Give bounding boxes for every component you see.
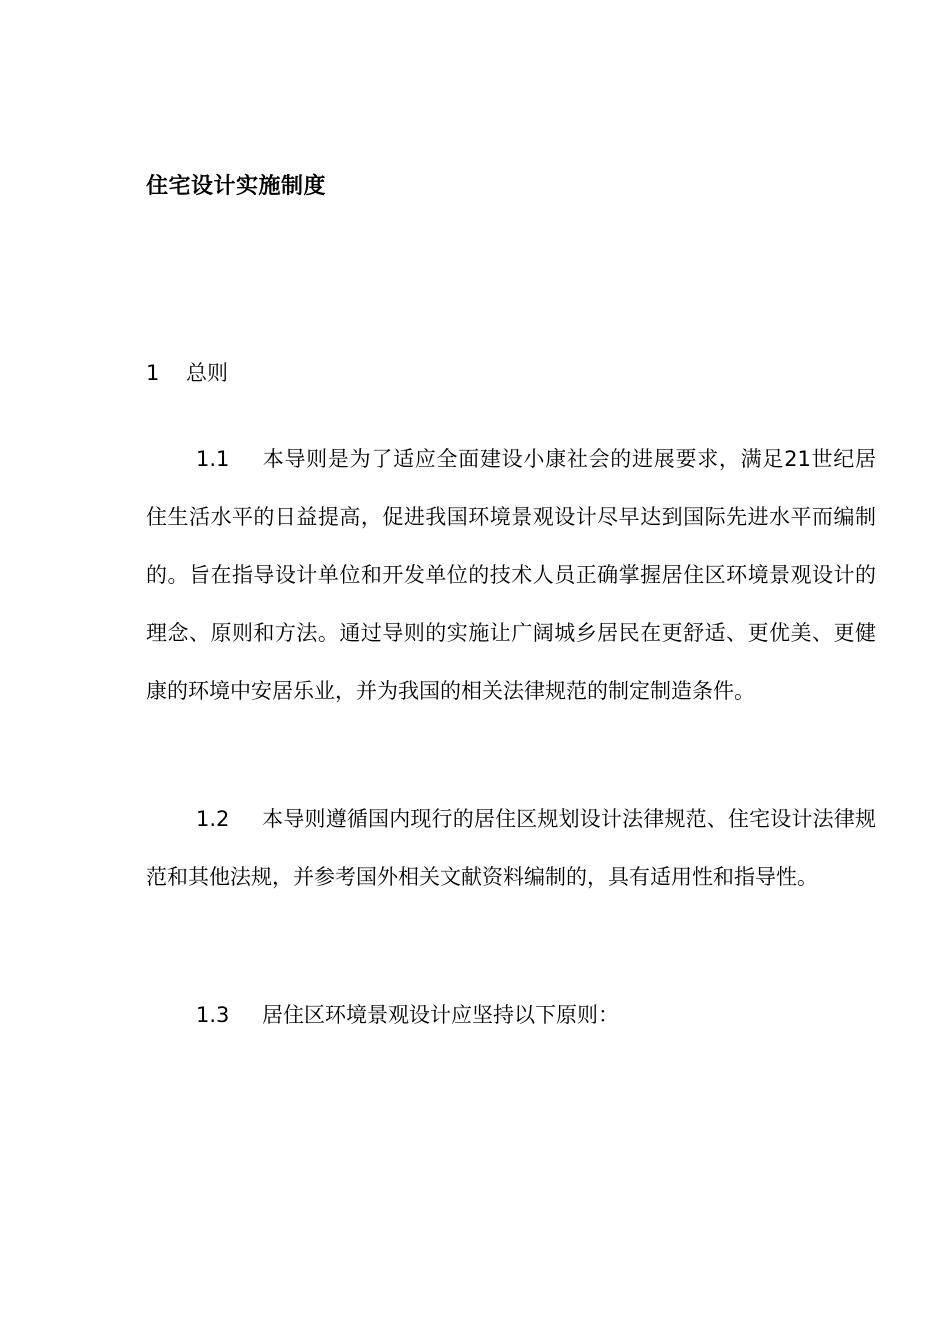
clause-number: 1.3: [196, 1003, 230, 1027]
section-number: 1: [146, 361, 160, 385]
section-heading: [146, 355, 228, 391]
clause-paragraph: [146, 430, 876, 720]
clause-text: 本导则遵循国内现行的居住区规划设计法律规范、住宅设计法律规范和其他法规，并参考国外相关文献资料编制的，具有适用性和指导性。: [146, 807, 876, 889]
section-title: 总则: [186, 361, 228, 385]
clause-paragraph: [146, 986, 876, 1044]
clause-number: 1.2: [196, 807, 230, 831]
clause-text: 居住区环境景观设计应坚持以下原则：: [262, 1003, 619, 1027]
clause-paragraph: [146, 790, 876, 906]
clause-text: 本导则是为了适应全面建设小康社会的进展要求，满足21世纪居住生活水平的日益提高，促进我国环境景观设计尽早达到国际先进水平而编制的。旨在指导设计单位和开发单位的技术人员正确掌握居住区环境景观设计的理念、原则和方法。通过导则的实施让广阔城乡居民在更舒适、更优美、更健康的环境中安居乐业，并为我国的相关法律规范的制定制造条件。: [146, 447, 876, 703]
clause-number: 1.1: [196, 447, 230, 471]
document-title: 住宅设计实施制度: [146, 174, 327, 199]
